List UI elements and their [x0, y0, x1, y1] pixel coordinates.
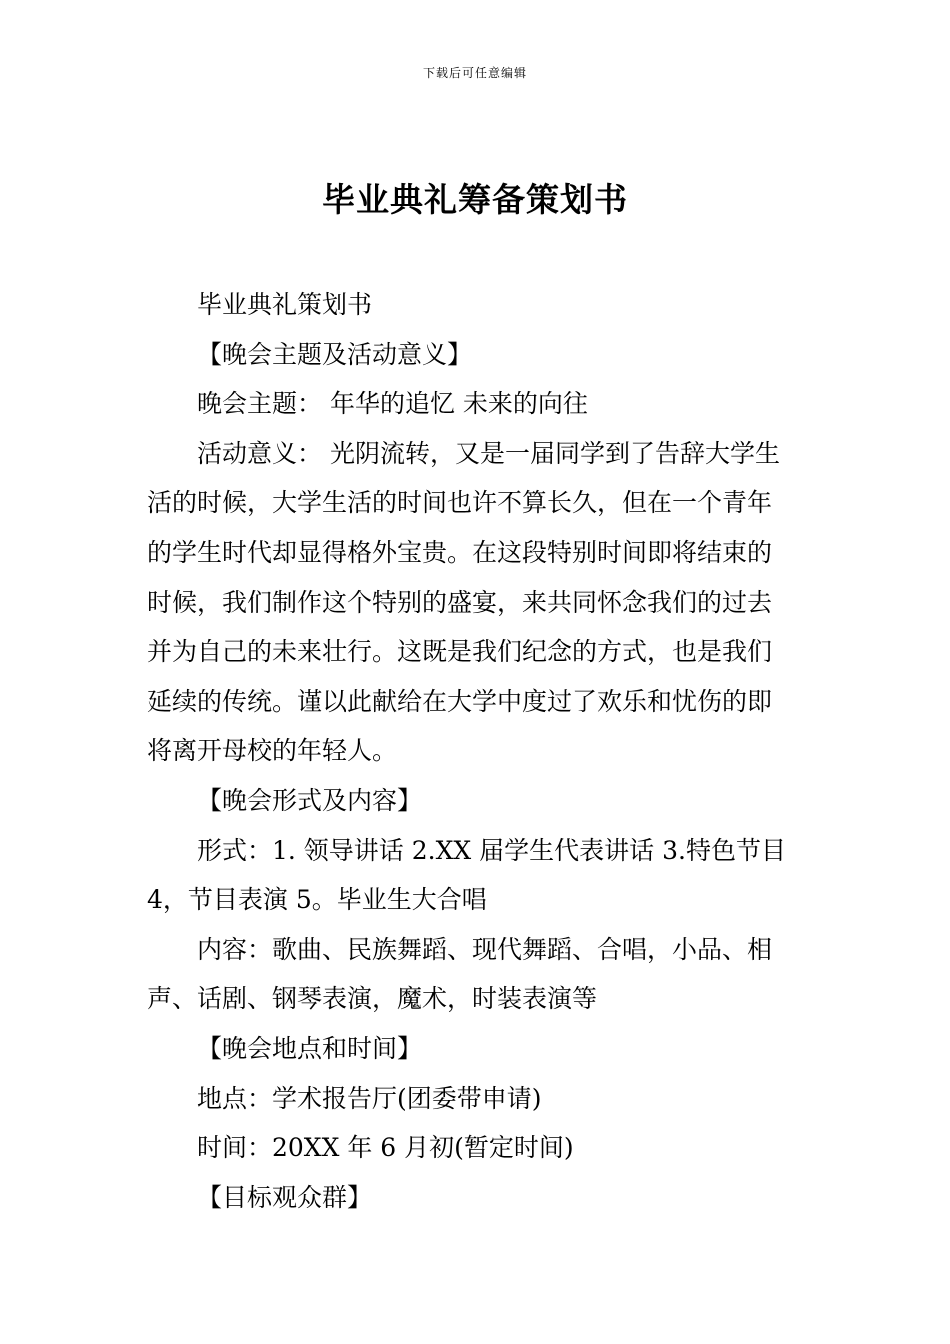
- document-body: [147, 280, 809, 1222]
- header-note: 下载后可任意编辑: [422, 66, 527, 80]
- paragraph-time: 时间：20XX 年 6 月初(暂定时间): [197, 1133, 574, 1163]
- document-title: 毕业典礼筹备策划书: [322, 180, 628, 219]
- section-heading-venue-time: 【晚会地点和时间】: [197, 1033, 423, 1063]
- section-heading-theme: 【晚会主题及活动意义】: [197, 339, 473, 369]
- paragraph-venue: 地点：学术报告厅(团委带申请): [197, 1083, 542, 1113]
- paragraph-subtitle: 毕业典礼策划书: [197, 290, 373, 319]
- paragraph-significance-line-3: 的学生时代却显得格外宝贵。在这段特别时间即将结束的: [147, 537, 773, 567]
- paragraph-format-line-2: 4，节目表演 5。毕业生大合唱: [147, 885, 487, 915]
- paragraph-significance-line-6: 延续的传统。谨以此献给在大学中度过了欢乐和忧伤的即: [147, 686, 773, 716]
- paragraph-significance-line-1: 活动意义： 光阴流转，又是一届同学到了告辞大学生: [197, 438, 780, 468]
- paragraph-significance-line-2: 活的时候，大学生活的时间也许不算长久，但在一个青年: [147, 488, 773, 518]
- section-heading-audience: 【目标观众群】: [197, 1182, 373, 1212]
- paragraph-content-line-2: 声、话剧、钢琴表演，魔术，时装表演等: [147, 984, 598, 1014]
- paragraph-content-line-1: 内容：歌曲、民族舞蹈、现代舞蹈、合唱，小品、相: [197, 934, 773, 964]
- paragraph-theme: 晚会主题： 年华的追忆 未来的向往: [197, 389, 588, 419]
- paragraph-significance-line-4: 时候，我们制作这个特别的盛宴，来共同怀念我们的过去: [147, 587, 773, 617]
- paragraph-significance-line-5: 并为自己的未来壮行。这既是我们纪念的方式，也是我们: [147, 637, 773, 667]
- paragraph-format-line-1: 形式：1. 领导讲话 2.XX 届学生代表讲话 3.特色节目: [197, 835, 786, 865]
- paragraph-significance-line-7: 将离开母校的年轻人。: [147, 736, 398, 766]
- section-heading-format: 【晚会形式及内容】: [197, 785, 423, 815]
